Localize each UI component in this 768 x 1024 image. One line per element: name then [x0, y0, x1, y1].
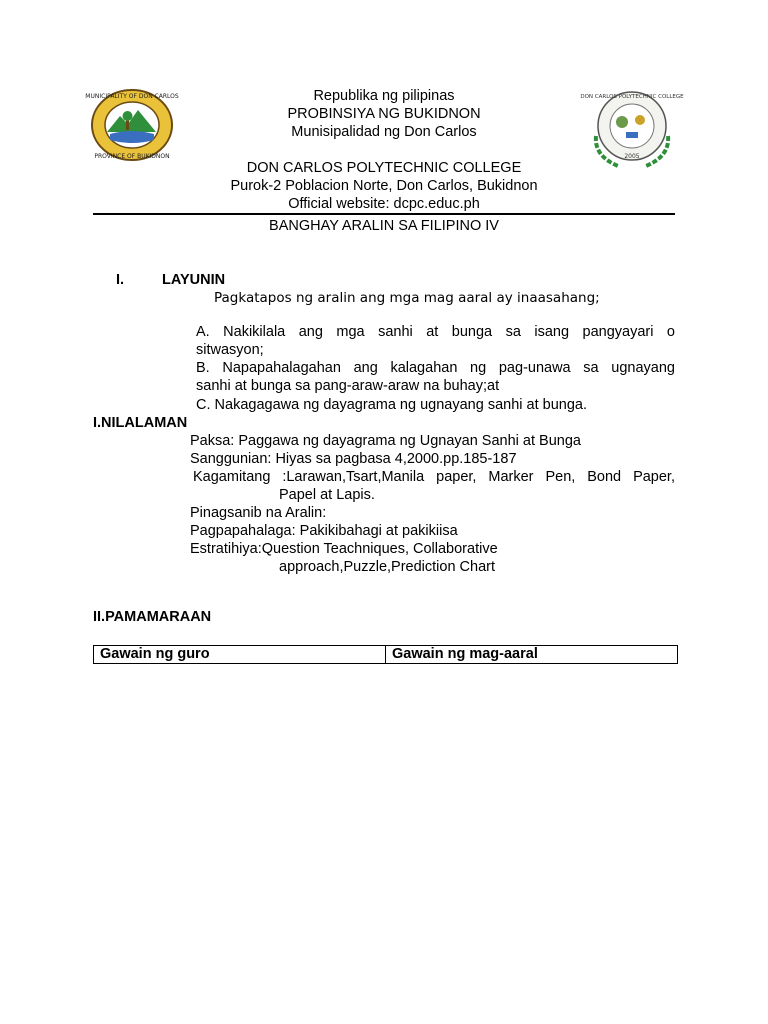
nilalaman-heading: I.NILALAMAN — [93, 415, 188, 431]
province-line: PROBINSIYA NG BUKIDNON — [287, 106, 481, 122]
objective-b: B. Napapahalagahan ang kalagahan ng pag-unawa sa ugnayang — [196, 360, 675, 376]
pinagsanib-line: Pinagsanib na Aralin: — [190, 505, 327, 521]
paksa-line: Paksa: Paggawa ng dayagrama ng Ugnayan Sanhi at Bunga — [190, 433, 581, 449]
objective-a: A. Nakikilala ang mga sanhi at bunga sa isang pangyayari o — [196, 324, 675, 340]
header-divider — [93, 213, 675, 215]
estratihiya-line: Estratihiya:Question Teachniques, Collaborative — [190, 541, 498, 557]
svg-text:MUNICIPALITY OF DON CARLOS: MUNICIPALITY OF DON CARLOS — [85, 93, 179, 100]
section-number: I. — [116, 272, 125, 288]
sanggunian-line: Sanggunian: Hiyas sa pagbasa 4,2000.pp.185-187 — [190, 451, 517, 467]
teacher-activity-header: Gawain ng guro — [94, 646, 386, 664]
document-title: BANGHAY ARALIN SA FILIPINO IV — [269, 218, 499, 234]
objective-a-cont: sitwasyon; — [196, 342, 264, 358]
layunin-intro: Pagkatapos ng aralin ang mga mag aaral ay inaasahang; — [214, 290, 600, 306]
svg-text:DON CARLOS POLYTECHNIC COLLEGE: DON CARLOS POLYTECHNIC COLLEGE — [580, 94, 684, 100]
municipality-line: Munisipalidad ng Don Carlos — [291, 124, 477, 140]
kagamitan-line: Kagamitang :Larawan,Tsart,Manila paper, Marker Pen, Bond Paper, — [193, 469, 675, 485]
student-activity-header: Gawain ng mag-aaral — [386, 646, 678, 664]
objective-c: C. Nakagagawa ng dayagrama ng ugnayang sanhi at bunga. — [196, 397, 587, 413]
republic-line: Republika ng pilipinas — [313, 88, 455, 104]
pagpapahalaga-line: Pagpapahalaga: Pakikibahagi at pakikiisa — [190, 523, 458, 539]
pamamaraan-heading: II.PAMAMARAAN — [93, 609, 212, 625]
college-website: Official website: dcpc.educ.ph — [288, 196, 480, 212]
activity-table — [93, 645, 678, 664]
objective-b-cont: sanhi at bunga sa pang-araw-araw na buhay;at — [196, 378, 500, 394]
college-address: Purok-2 Poblacion Norte, Don Carlos, Bukidnon — [230, 178, 538, 194]
estratihiya-cont: approach,Puzzle,Prediction Chart — [279, 559, 496, 575]
seal-year: 2005 — [624, 153, 640, 160]
college-name: DON CARLOS POLYTECHNIC COLLEGE — [246, 160, 522, 176]
kagamitan-cont: Papel at Lapis. — [279, 487, 375, 503]
layunin-heading: LAYUNIN — [162, 272, 226, 288]
table-header-row — [94, 646, 678, 664]
svg-text:PROVINCE OF BUKIDNON: PROVINCE OF BUKIDNON — [94, 153, 170, 160]
